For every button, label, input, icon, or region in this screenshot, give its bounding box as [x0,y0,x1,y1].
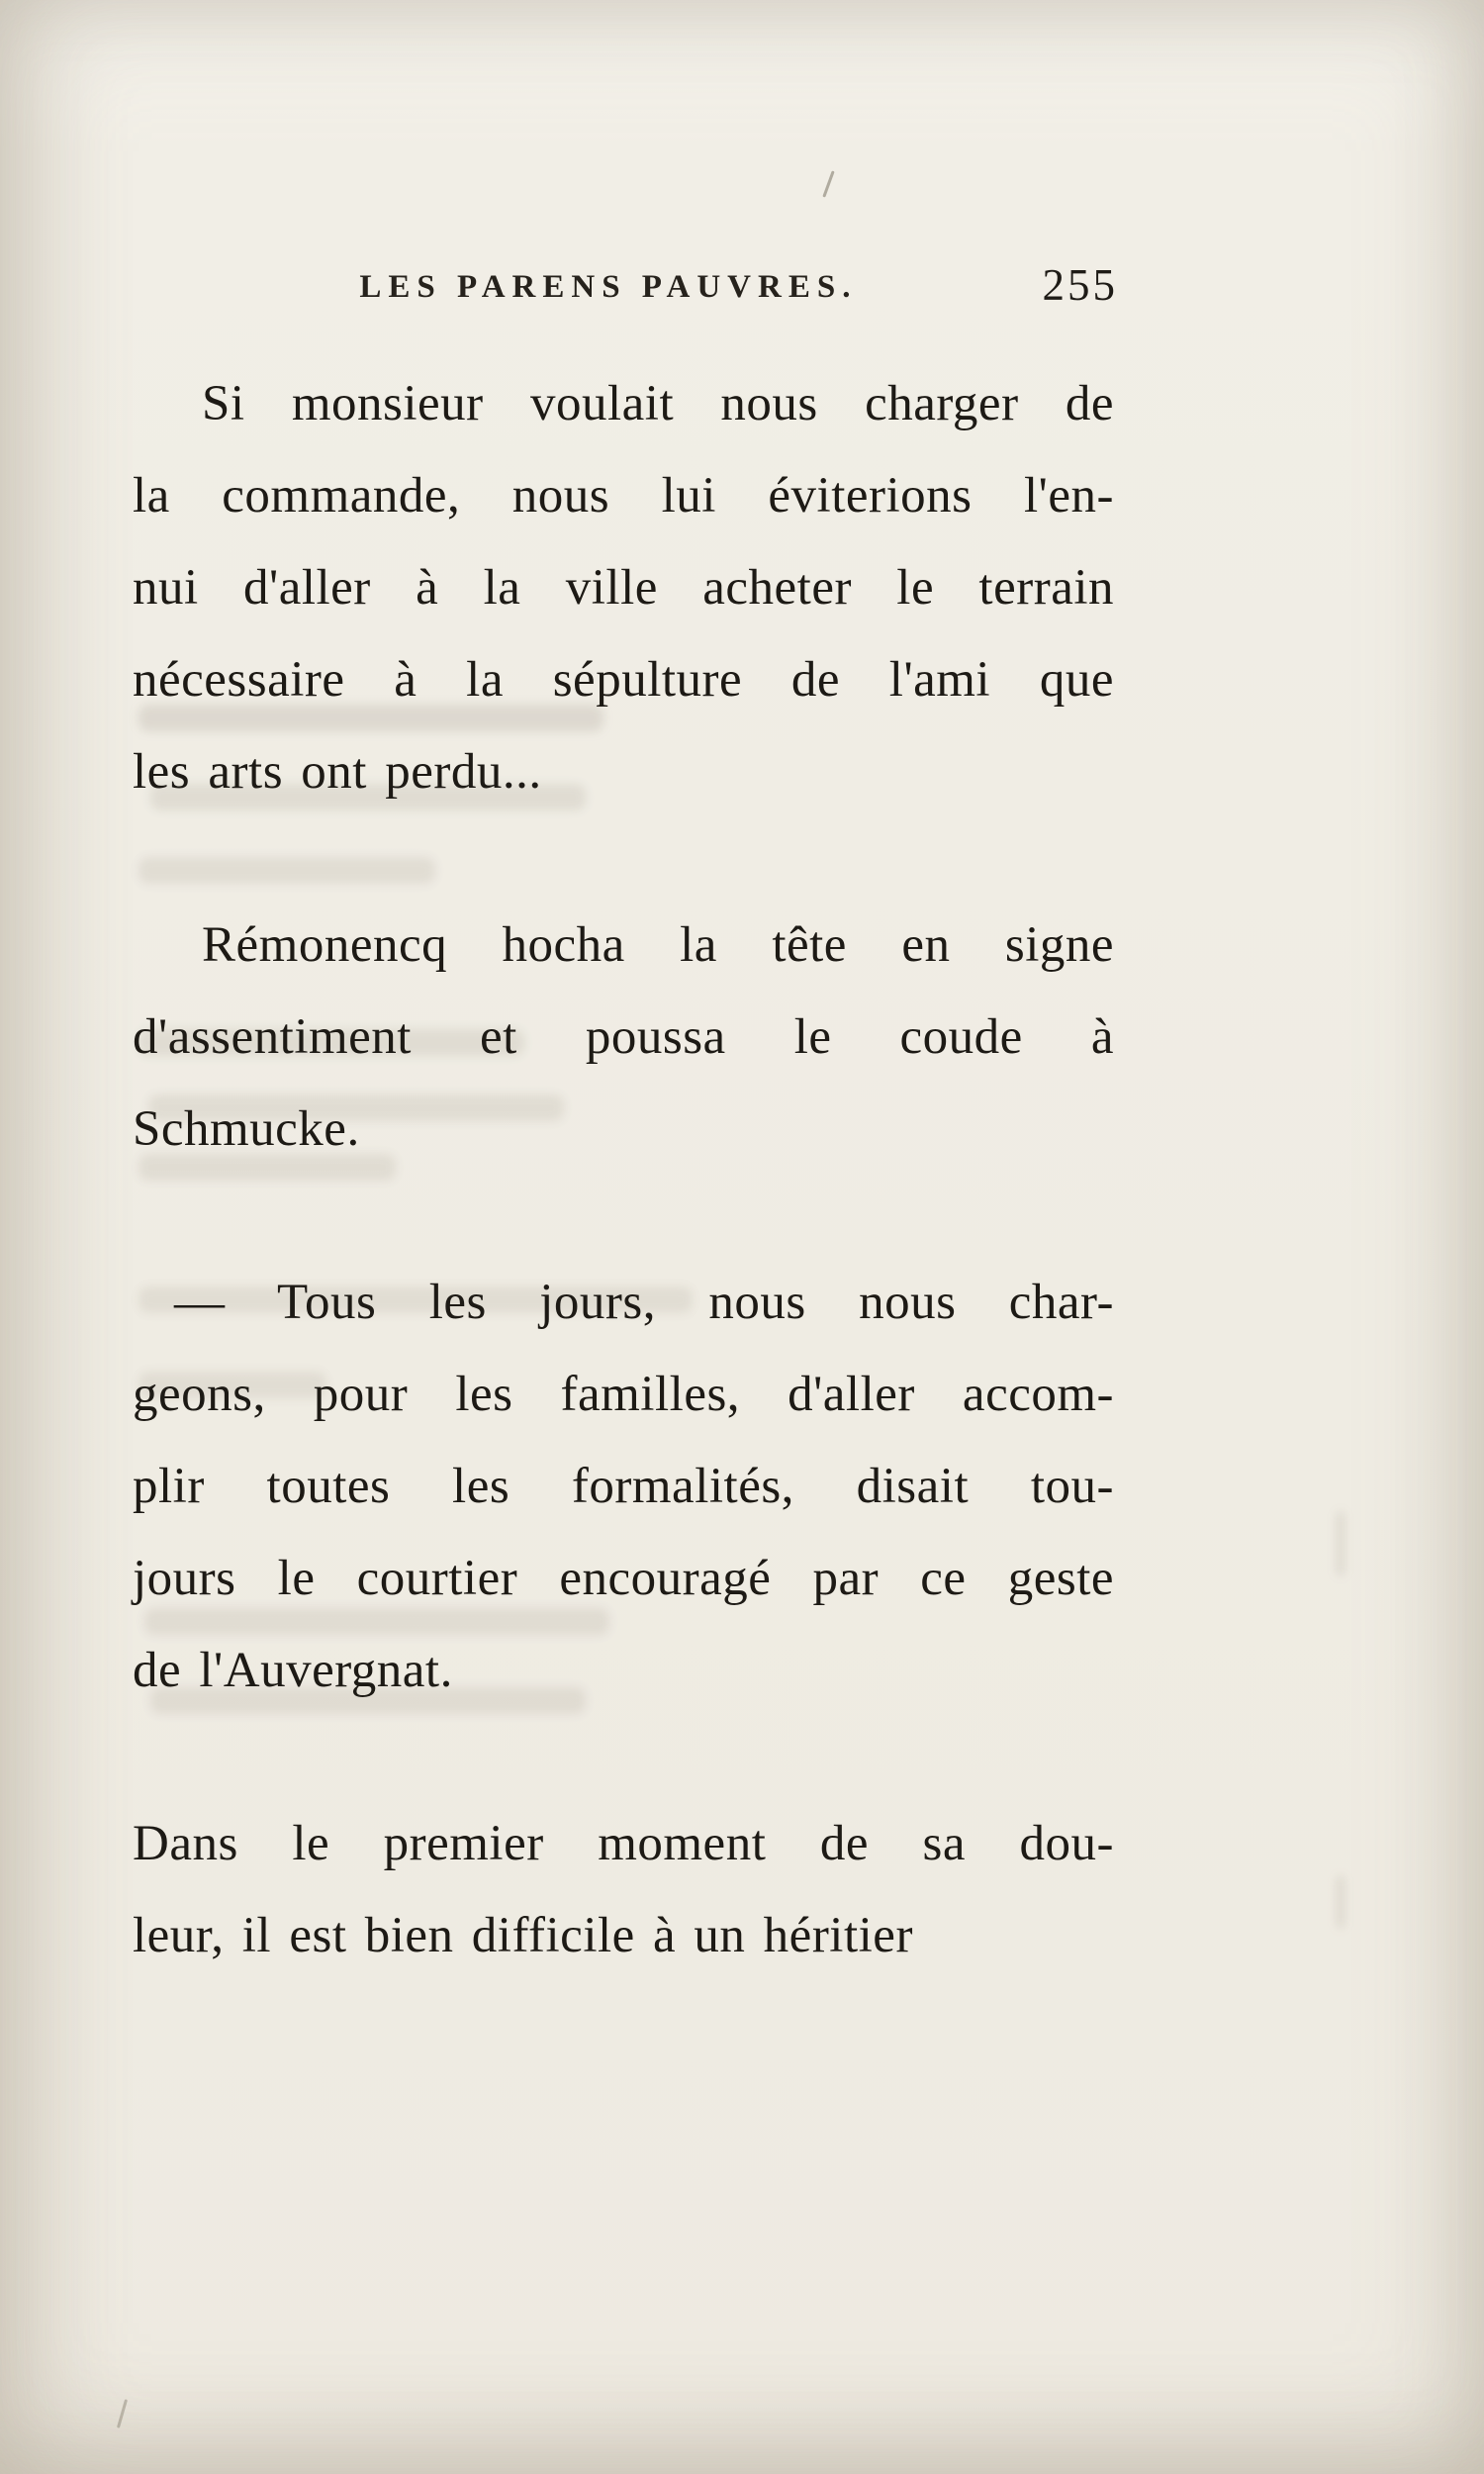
stray-scan-mark [822,170,834,197]
text-line: Dans le premier moment de sa dou- [133,1816,1114,1871]
text-line: Schmucke. [133,1101,360,1157]
paragraph [133,1257,1114,1717]
text-line: d'assentiment et poussa le coude à [133,1009,1114,1065]
text-line: Rémonencq hocha la tête en signe [202,917,1114,973]
ghost-text-artifact [1338,1512,1344,1575]
text-block [133,260,1118,2063]
text-line: Si monsieur voulait nous charger de [202,376,1114,431]
page-number: 255 [1042,260,1118,310]
page-header [133,260,1118,325]
paragraph [133,358,1114,818]
stray-scan-mark [117,2399,128,2428]
text-line: de l'Auvergnat. [133,1643,453,1698]
text-line: plir toutes les formalités, disait tou- [133,1459,1114,1514]
running-title: LES PARENS PAUVRES. [359,269,858,305]
paragraph [133,900,1114,1176]
text-line: leur, il est bien difficile à un héritier [133,1908,913,1963]
text-line: — Tous les jours, nous nous char- [174,1275,1114,1330]
text-line: geons, pour les familles, d'aller accom- [133,1367,1114,1422]
text-line: nécessaire à la sépulture de l'ami que [133,652,1114,708]
ghost-text-artifact [1338,1876,1344,1928]
text-line: jours le courtier encouragé par ce geste [133,1551,1114,1606]
paragraph [133,1798,1114,1982]
text-line: nui d'aller à la ville acheter le terrain [133,560,1114,616]
text-line: les arts ont perdu... [133,744,542,800]
text-line: la commande, nous lui éviterions l'en- [133,468,1114,523]
